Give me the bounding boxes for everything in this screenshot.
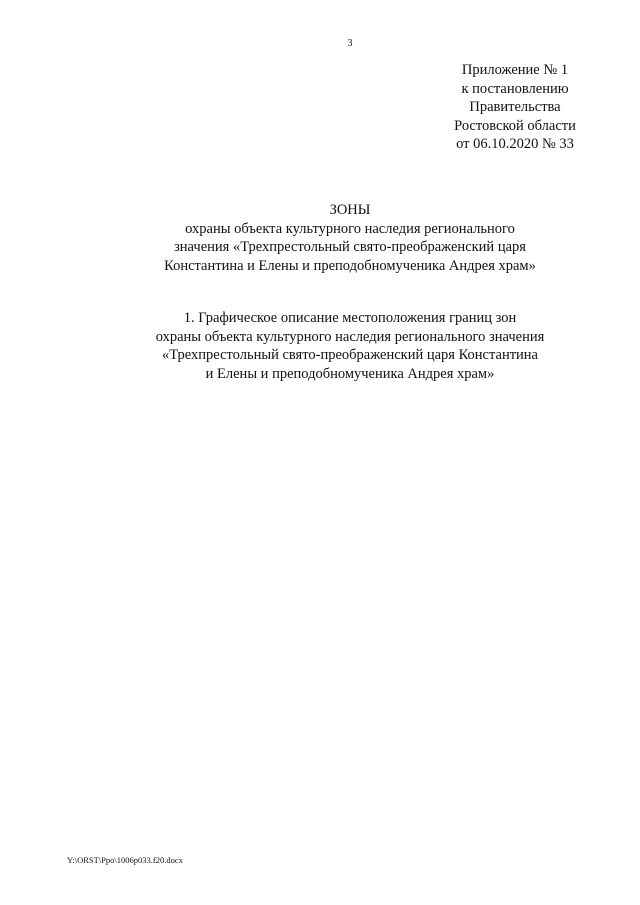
title-heading: ЗОНЫ [329, 202, 371, 218]
page-number: 3 [347, 38, 353, 49]
section-line: «Трехпрестольный свято-преображенский царя Константина [161, 347, 538, 363]
appendix-line: Ростовской области [454, 117, 576, 134]
section-1-heading [0, 309, 640, 383]
appendix-reference [420, 61, 610, 154]
section-line: 1. Графическое описание местоположения границ зон [183, 310, 517, 326]
section-line: и Елены и преподобномученика Андрея храм» [205, 365, 495, 382]
appendix-line: Правительства [469, 99, 561, 115]
section-line: охраны объекта культурного наследия регионального значения [155, 328, 545, 345]
document-title [0, 201, 640, 275]
appendix-line: от 06.10.2020 № 33 [456, 136, 574, 152]
footer-file-path: Y:\ORST\Ppo\1006p033.f20.docx [67, 855, 183, 865]
title-line: охраны объекта культурного наследия регионального [185, 220, 515, 237]
title-line: Константина и Елены и преподобномученика Андрея храм» [164, 257, 536, 274]
appendix-line: к постановлению [461, 80, 569, 97]
appendix-line: Приложение № 1 [461, 62, 569, 78]
title-line: значения «Трехпрестольный свято-преображенский царя [174, 239, 526, 255]
